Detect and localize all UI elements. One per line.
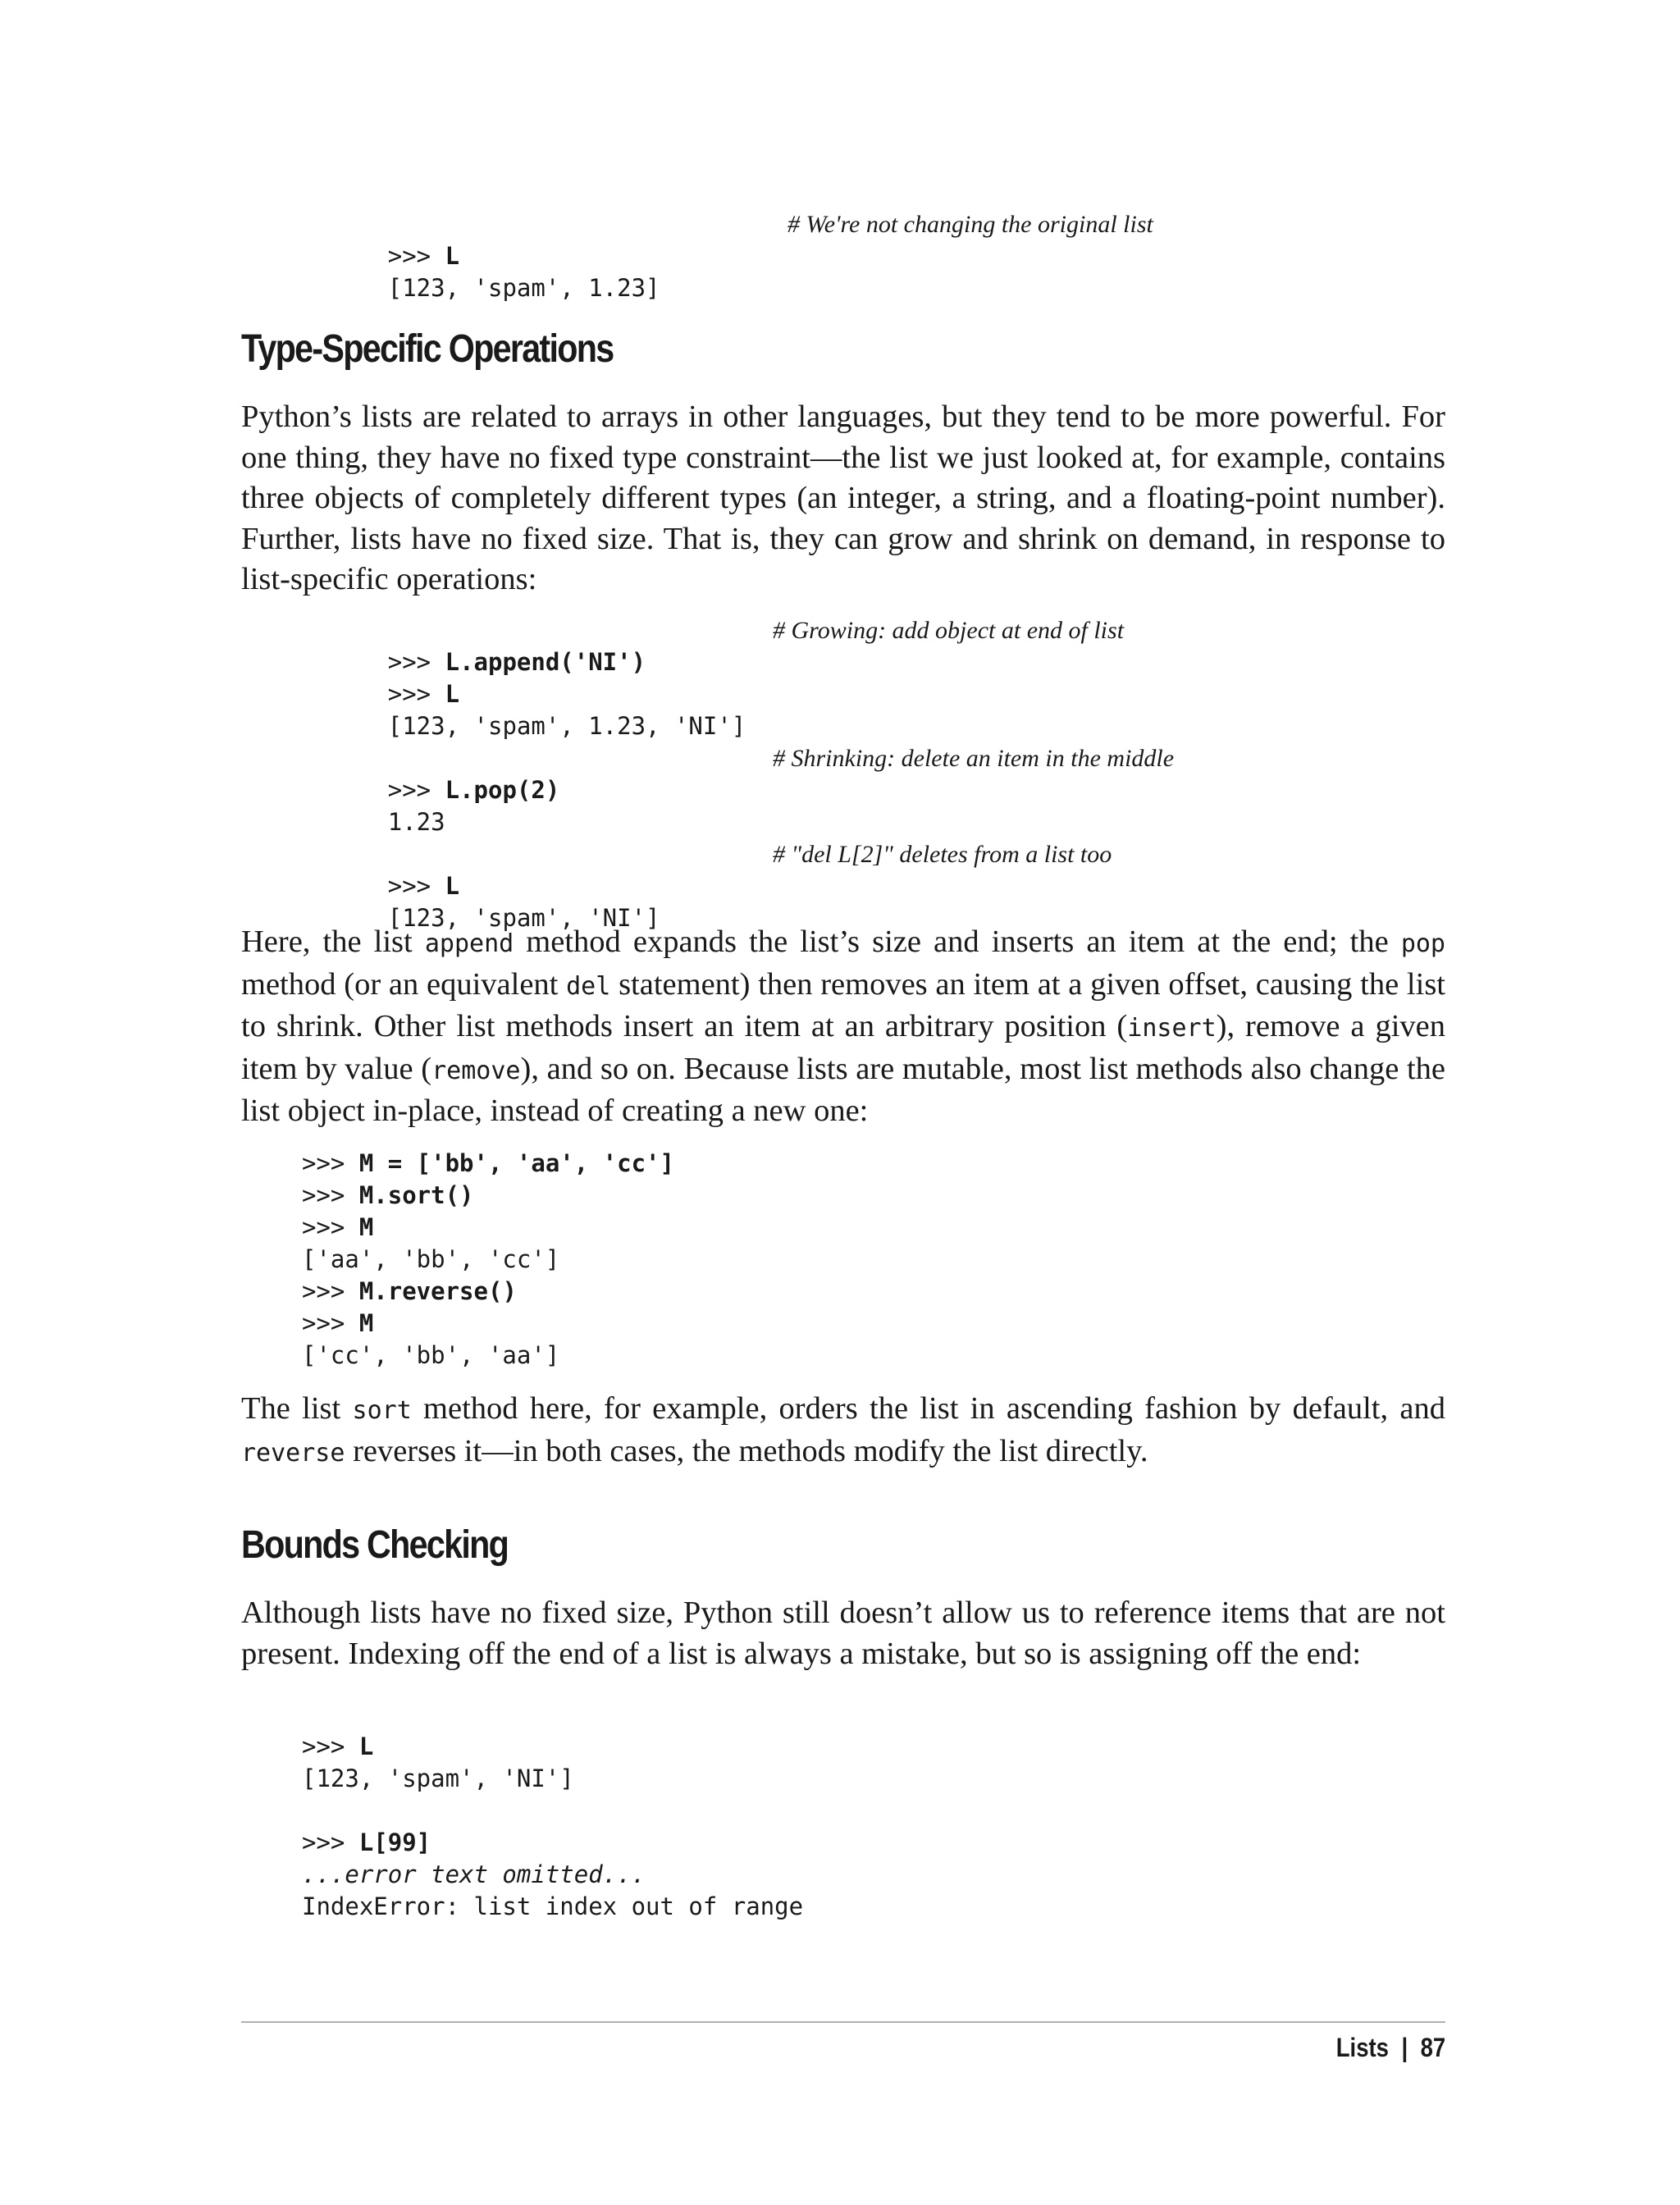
code-command: M = ['bb', 'aa', 'cc'] [358,1149,674,1177]
code-block-list-ops [302,614,1450,932]
text-run: ), remove a given item by value ( [241,1009,1445,1086]
code-block-top [302,208,1450,302]
page-footer [1335,2033,1445,2063]
code-blank-line [302,1795,1450,1827]
inline-code: append [424,929,514,958]
code-prompt: >>> [387,648,445,676]
code-prompt: >>> [387,872,445,900]
code-line [302,1891,1450,1923]
code-line [302,1340,1450,1372]
code-block-bounds [302,1731,1450,1923]
body-paragraph [241,922,1445,1132]
code-prompt: >>> [302,1213,359,1241]
code-command: L.append('NI') [445,648,646,676]
code-output: [123, 'spam', 1.23] [387,274,660,302]
inline-code: remove [431,1056,521,1085]
code-prompt: >>> [387,680,445,708]
inline-code: insert [1127,1014,1217,1043]
code-line [302,1244,1450,1276]
code-comment: # We're not changing the original list [788,211,1153,238]
code-line [302,742,1450,804]
code-output: 1.23 [387,808,445,836]
footer-divider [241,2021,1445,2023]
code-output: ['aa', 'bb', 'cc'] [302,1245,560,1273]
code-output: ['cc', 'bb', 'aa'] [302,1341,560,1369]
code-comment: # Shrinking: delete an item in the middle [773,745,1175,772]
inline-code: pop [1400,929,1445,958]
inline-code: reverse [241,1438,345,1468]
code-line [302,838,1450,900]
body-paragraph: Although lists have no fixed size, Python still doesn’t allow us to reference items that are not present. Indexing off the end of a list is always a mistake, but so is assigning off the end: [241,1596,1445,1671]
code-prompt: >>> [387,242,445,270]
code-command: M.sort() [358,1181,474,1209]
text-run: statement) then removes an item at a given offset, causing the list to shrink. Other list methods insert an item at an arbitrary position ( [241,966,1445,1043]
code-prompt: >>> [302,1828,359,1856]
text-run: method (or an equivalent [241,966,567,1002]
code-line [302,1276,1450,1308]
code-command: M.reverse() [358,1277,517,1305]
text-run: reverses it—in both cases, the methods modify the list directly. [345,1433,1148,1468]
text-run: method here, for example, orders the list in ascending fashion by default, and [411,1391,1445,1426]
code-line [302,1148,1450,1180]
code-output: [123, 'spam', 1.23, 'NI'] [387,712,746,740]
code-line [302,1827,1450,1859]
code-output: ...error text omitted... [302,1860,646,1888]
code-line [302,1763,1450,1795]
code-output: IndexError: list index out of range [302,1892,804,1920]
code-line [302,1731,1450,1763]
code-line [302,646,1450,708]
code-line [302,240,1450,302]
code-command: L [445,872,460,900]
text-run: The list [241,1391,353,1426]
code-comment: # "del L[2]" deletes from a list too [773,841,1112,868]
code-prompt: >>> [387,776,445,804]
code-blank-line [302,710,1450,742]
code-block-sort [302,1148,1450,1372]
text-run: ), and so on. Because lists are mutable, most list methods also change the list object in-place, instead of creating a new one: [241,1051,1445,1128]
code-prompt: >>> [302,1181,359,1209]
code-output: [123, 'spam', 'NI'] [302,1764,574,1792]
section-heading: Bounds Checking [241,1523,509,1567]
code-command: L.pop(2) [445,776,560,804]
code-blank-line [302,806,1450,838]
code-command: M [358,1309,374,1337]
text-run: method expands the list’s size and inserts an item at the end; the [514,924,1401,959]
text-run: Here, the list [241,924,425,959]
code-line [302,208,1450,270]
code-comment: # Growing: add object at end of list [773,617,1125,644]
section-heading: Type-Specific Operations [241,327,614,371]
code-prompt: >>> [302,1149,359,1177]
inline-code: del [566,971,611,1001]
code-line [302,1212,1450,1244]
code-prompt: >>> [302,1309,359,1337]
code-command: L [445,242,460,270]
code-output: [123, 'spam', 'NI'] [387,904,660,932]
code-line [302,1308,1450,1340]
footer-separator: | [1401,2033,1408,2062]
code-line [302,870,1450,932]
code-command: M [358,1213,374,1241]
code-command: L[99] [358,1828,431,1856]
code-command: L [445,680,460,708]
code-line [302,614,1450,676]
code-prompt: >>> [302,1732,359,1760]
code-command: L [358,1732,374,1760]
inline-code: sort [352,1396,412,1425]
page-number: 87 [1420,2033,1445,2062]
code-line [302,1180,1450,1212]
body-paragraph: Python’s lists are related to arrays in other languages, but they tend to be more powerful. For one thing, they have no fixed type constraint—the list we just looked at, for example, contains three objects of completely different types (an integer, a string, and a floating-point number). Further, lists have no fixed size. That is, they can grow and shrink on demand, in response to list-specific operations: [241,399,1445,596]
code-line [302,774,1450,836]
code-prompt: >>> [302,1277,359,1305]
footer-section-title: Lists [1335,2033,1389,2062]
code-line [302,678,1450,740]
code-line [302,1859,1450,1891]
body-paragraph [241,1389,1445,1473]
